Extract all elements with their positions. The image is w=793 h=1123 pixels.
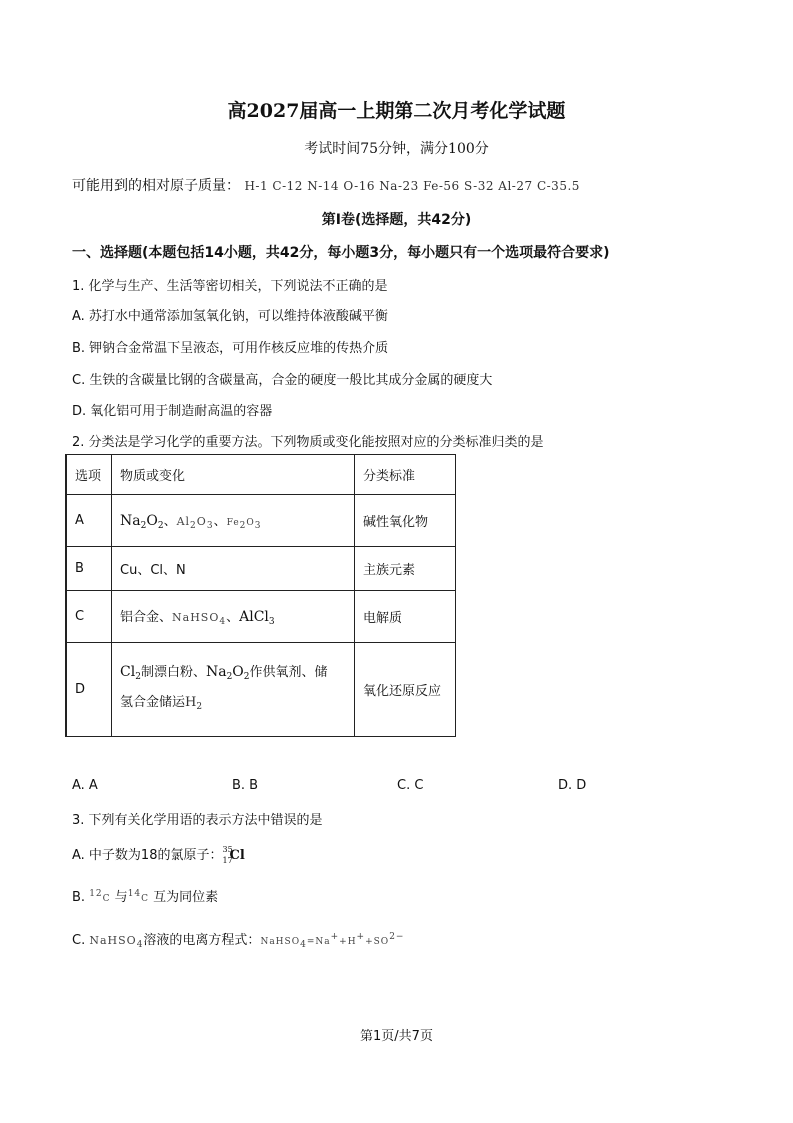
exam-info: 考试时间75分钟，满分100分 xyxy=(304,141,489,157)
atomic-mass-label: 可能用到的相对原子质量： xyxy=(72,178,240,194)
q1-option-b: B. 钾钠合金常温下呈液态，可用作核反应堆的传热介质 xyxy=(72,341,389,356)
atomic-mass-line xyxy=(72,175,580,195)
row-a-item: $Na_2O_2$、$Al_2O_3$、$Fe_2O_3$ xyxy=(112,495,355,547)
table-row xyxy=(66,591,456,643)
q2-choice-d: D. D xyxy=(558,778,587,793)
q1-option-d: D. 氧化铝可用于制造耐高温的容器 xyxy=(72,404,273,419)
row-a-option: A xyxy=(66,495,112,547)
page-title: 高2027届高一上期第二次月考化学试题 xyxy=(227,100,566,122)
row-c-standard: 电解质 xyxy=(355,591,456,643)
q2-choice-a: A. A xyxy=(72,778,98,793)
q3-stem: 3. 下列有关化学用语的表示方法中错误的是 xyxy=(72,813,323,828)
section-heading: 一、选择题(本题包括14小题，共42分，每小题3分，每小题只有一个选项最符合要求) xyxy=(72,245,610,261)
row-c-option: C xyxy=(66,591,112,643)
row-d-option: D xyxy=(66,643,112,737)
page-footer: 第1页/共7页 xyxy=(360,1029,433,1044)
table-row xyxy=(66,643,456,737)
table-row xyxy=(66,495,456,547)
volume-heading: 第Ⅰ卷(选择题，共42分) xyxy=(321,212,472,228)
header-standard: 分类标准 xyxy=(355,455,456,495)
table-header-row xyxy=(66,455,456,495)
atomic-mass-values: H-1 C-12 N-14 O-16 Na-23 Fe-56 S-32 Al-27 C-35.5 xyxy=(244,179,580,193)
q1-stem: 1. 化学与生产、生活等密切相关，下列说法不正确的是 xyxy=(72,279,388,294)
row-b-option: B xyxy=(66,547,112,591)
header-option: 选项 xyxy=(66,455,112,495)
q2-choice-c: C. C xyxy=(397,778,424,793)
q2-stem: 2. 分类法是学习化学的重要方法。下列物质或变化能按照对应的分类标准归类的是 xyxy=(72,435,544,450)
row-b-standard: 主族元素 xyxy=(355,547,456,591)
row-c-item: 铝合金、NaHSO$_4$、AlCl$_3$ xyxy=(112,591,355,643)
row-d-item: $Cl_2$制漂白粉、$Na_2O_2$作供氧剂、储 氢合金储运$H_2$ xyxy=(112,643,355,737)
row-b-item: Cu、Cl、N xyxy=(112,547,355,591)
table-row xyxy=(66,547,456,591)
q1-option-a: A. 苏打水中通常添加氢氧化钠，可以维持体液酸碱平衡 xyxy=(72,309,388,324)
q3-option-c: C. NaHSO$_4$溶液的电离方程式：$NaHSO_4=Na^++H^++SO^{2-}$ xyxy=(72,932,405,950)
row-a-standard: 碱性氧化物 xyxy=(355,495,456,547)
q1-option-c: C. 生铁的含碳量比钢的含碳量高，合金的硬度一般比其成分金属的硬度大 xyxy=(72,373,493,388)
q3-option-b: B. $^{12}$C 与$^{14}$C 互为同位素 xyxy=(72,889,219,905)
row-d-standard: 氧化还原反应 xyxy=(355,643,456,737)
classification-table xyxy=(65,454,456,737)
q3-option-a: A. 中子数为18的氯原子： 35 17 Cl xyxy=(72,844,245,865)
header-item: 物质或变化 xyxy=(112,455,355,495)
q2-choice-b: B. B xyxy=(232,778,259,793)
